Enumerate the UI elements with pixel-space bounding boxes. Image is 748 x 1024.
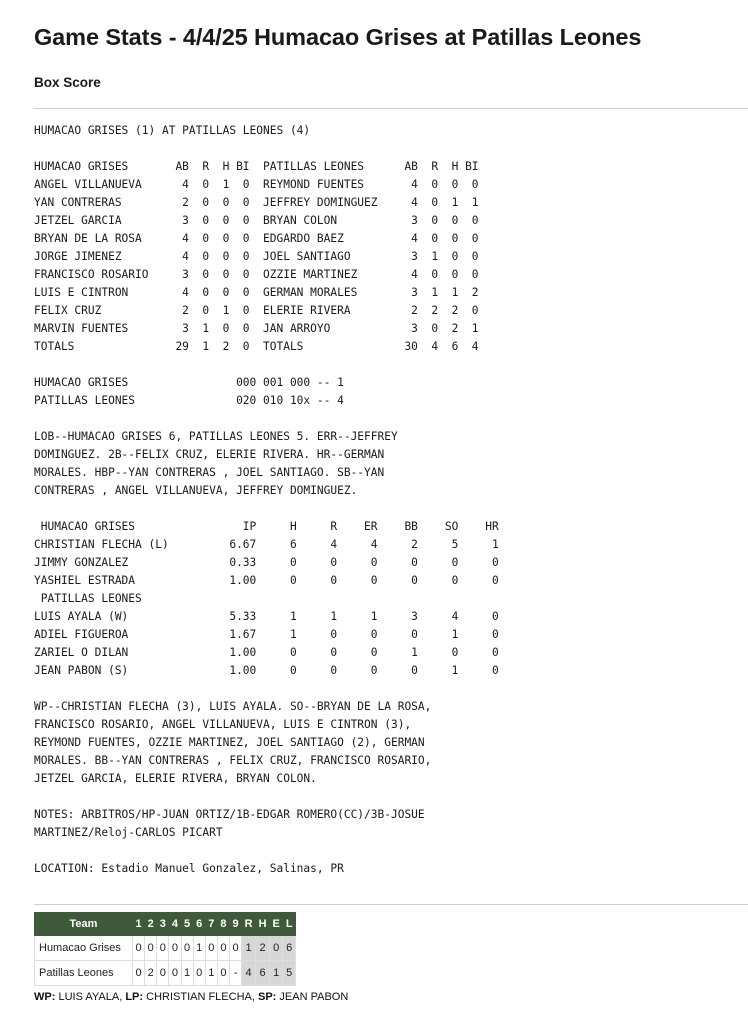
col-header: L	[283, 913, 296, 936]
team-name: Patillas Leones	[35, 961, 133, 986]
col-header: 1	[133, 913, 145, 936]
inning-cell: 2	[145, 961, 157, 986]
col-header: 6	[193, 913, 205, 936]
inning-cell: 0	[205, 936, 217, 961]
losing-pitcher: CHRISTIAN FLECHA	[146, 991, 252, 1003]
inning-cell: 1	[181, 961, 193, 986]
save-pitcher: JEAN PABON	[279, 991, 349, 1003]
inning-cell: 0	[193, 961, 205, 986]
col-header: E	[270, 913, 283, 936]
section-title: Box Score	[34, 75, 101, 90]
inning-cell: 0	[157, 936, 169, 961]
col-header: 8	[217, 913, 229, 936]
lp-label: LP:	[125, 991, 144, 1003]
table-row	[35, 961, 296, 986]
table-row	[35, 936, 296, 961]
col-header: 5	[181, 913, 193, 936]
team-name: Humacao Grises	[35, 936, 133, 961]
page-title: Game Stats - 4/4/25 Humacao Grises at Patillas Leones	[34, 24, 642, 50]
inning-cell: 0	[145, 936, 157, 961]
inning-cell: 0	[169, 936, 181, 961]
inning-cell: 0	[230, 936, 242, 961]
hits-cell: 2	[256, 936, 270, 961]
inning-cell: 0	[217, 961, 229, 986]
inning-cell: 0	[133, 936, 145, 961]
col-header: R	[242, 913, 256, 936]
box-score-text: HUMACAO GRISES (1) AT PATILLAS LEONES (4) HUMACAO GRISES AB R H BI PATILLAS LEONES AB R H BI ANGEL VILLANUEVA 4 0 1 0 REYMOND FUENTES 4 0 0 0 YAN CONTRERAS 2 0 0 0 JEFFREY DOMINGUEZ 4 0 1 1 JETZEL GARCIA 3 0 0 0 BRYAN COLON 3 0 0 0 BRYAN DE LA ROSA 4 0 0 0 EDGARDO BAEZ 4 0 0 0 JORGE JIMENEZ 4 0 0 0 JOEL SANTIAGO 3 1 0 0 FRANCISCO ROSARIO 3 0 0 0 OZZIE MARTINEZ 4 0 0 0 LUIS E CINTRON 4 0 0 0 GERMAN MORALES 3 1 1 2 FELIX CRUZ 2 0 1 0 ELERIE RIVERA 2 2 2 0 MARVIN FUENTES 3 1 0 0 JAN ARROYO 3 0 2 1 TOTALS 29 1 2 0 TOTALS 30 4 6 4 HUMACAO GRISES 000 001 000 -- 1 PATILLAS LEONES 020 010 10x -- 4 LOB--HUMACAO GRISES 6, PATILLAS LEONES 5. ERR--JEFFREY DOMINGUEZ. 2B--FELIX CRUZ, ELERIE RIVERA. HR--GERMAN MORALES. HBP--YAN CONTRERAS , JOEL SANTIAGO. SB--YAN CONTRERAS , ANGEL VILLANUEVA, JEFFREY DOMINGUEZ. HUMACAO GRISES IP H R ER BB SO HR CHRISTIAN FLECHA (L) 6.67 6 4 4 2 5 1 JIMMY GONZALEZ 0.33 0 0 0 0 0 0 YASHIEL ESTRADA 1.00 0 0 0 0 0 0 PATILLAS LEONES LUIS AYALA (W) 5.33 1 1 1 3 4 0 ADIEL FIGUEROA 1.67 1 0 0 0 1 0 ZARIEL O DILAN 1.00 0 0 0 1 0 0 JEAN PABON (S) 1.00 0 0 0 0 1 0 WP--CHRISTIAN FLECHA (3), LUIS AYALA. SO--BRYAN DE LA ROSA, FRANCISCO ROSARIO, ANGEL VILLANUEVA, LUIS E CINTRON (3), REYMOND FUENTES, OZZIE MARTINEZ, JOEL SANTIAGO (2), GERMAN MORALES. BB--YAN CONTRERAS , FELIX CRUZ, FRANCISCO ROSARIO, JETZEL GARCIA, ELERIE RIVERA, BRYAN COLON. NOTES: ARBITROS/HP-JUAN ORTIZ/1B-EDGAR ROMERO(CC)/3B-JOSUE MARTINEZ/Reloj-CARLOS PICART LOCATION: Estadio Manuel Gonzalez, Salinas, PR	[34, 124, 499, 875]
inning-cell: -	[230, 961, 242, 986]
inning-cell: 0	[169, 961, 181, 986]
pitchers-of-record: WP: LUIS AYALA, LP: CHRISTIAN FLECHA, SP: JEAN PABON	[34, 991, 349, 1003]
divider	[34, 904, 748, 905]
sp-label: SP:	[258, 991, 277, 1003]
wp-label: WP:	[34, 991, 56, 1003]
col-header: 7	[205, 913, 217, 936]
inning-cell: 0	[133, 961, 145, 986]
winning-pitcher: LUIS AYALA	[58, 991, 120, 1003]
runs-cell: 4	[242, 961, 256, 986]
col-header: 4	[169, 913, 181, 936]
inning-cell: 1	[205, 961, 217, 986]
errors-cell: 1	[270, 961, 283, 986]
linescore-header-row	[35, 913, 296, 936]
errors-cell: 0	[270, 936, 283, 961]
col-header: 9	[230, 913, 242, 936]
lob-cell: 6	[283, 936, 296, 961]
inning-cell: 0	[181, 936, 193, 961]
hits-cell: 6	[256, 961, 270, 986]
col-header: H	[256, 913, 270, 936]
col-header: Team	[35, 913, 133, 936]
inning-cell: 1	[193, 936, 205, 961]
linescore-table	[34, 912, 296, 986]
runs-cell: 1	[242, 936, 256, 961]
col-header: 2	[145, 913, 157, 936]
lob-cell: 5	[283, 961, 296, 986]
inning-cell: 0	[157, 961, 169, 986]
inning-cell: 0	[217, 936, 229, 961]
col-header: 3	[157, 913, 169, 936]
divider	[34, 108, 748, 109]
